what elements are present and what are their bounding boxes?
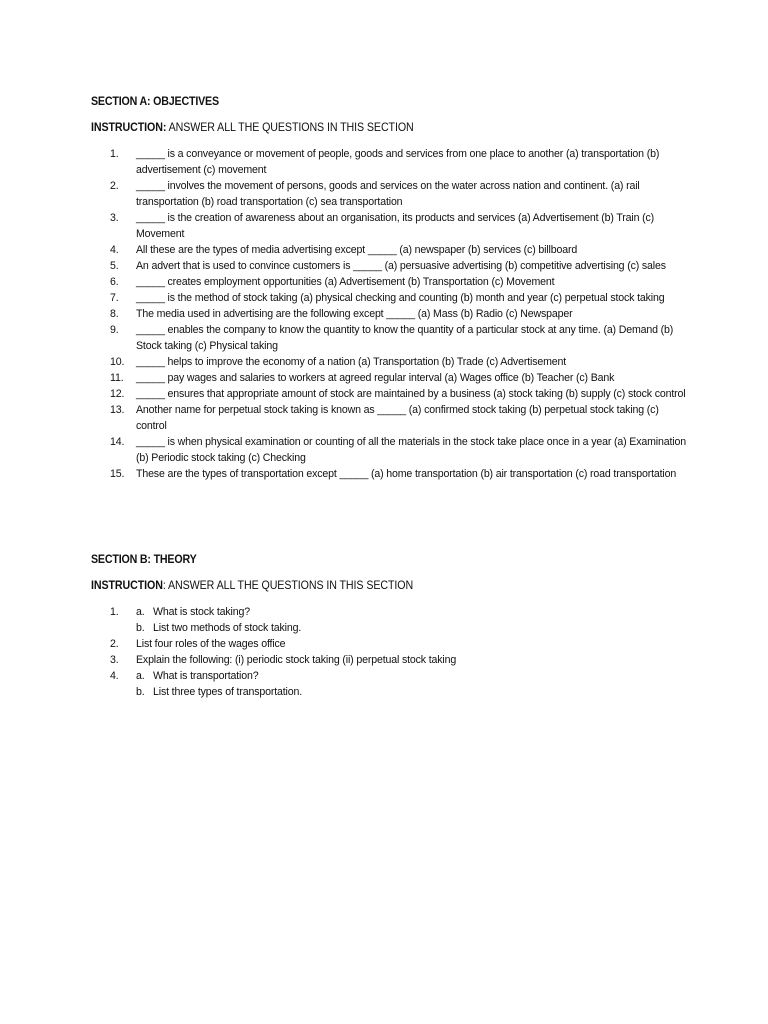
list-item	[0, 402, 768, 434]
list-item	[0, 178, 768, 210]
question-text: _____ helps to improve the economy of a nation (a) Transportation (b) Trade (c) Advertisement	[136, 356, 567, 368]
question-text: _____ is the method of stock taking (a) physical checking and counting (b) month and year (c) perpetual stock taking	[136, 292, 665, 304]
instruction-text: ANSWER ALL THE QUESTIONS IN THIS SECTION	[166, 121, 414, 134]
sub-question-text: What is stock taking?	[153, 606, 250, 618]
question-number: 4.	[110, 670, 119, 682]
question-text: List four roles of the wages office	[136, 638, 286, 650]
sub-question	[136, 668, 768, 684]
question-text: Explain the following: (i) periodic stock taking (ii) perpetual stock taking	[136, 654, 457, 666]
instruction-label: INSTRUCTION:	[91, 121, 167, 134]
question-number: 15.	[110, 468, 125, 480]
sub-question	[136, 620, 768, 636]
instruction-text: : ANSWER ALL THE QUESTIONS IN THIS SECTION	[162, 579, 414, 592]
question-number: 6.	[110, 276, 119, 288]
question-number: 3.	[110, 212, 119, 224]
question-text: _____ ensures that appropriate amount of stock are maintained by a business (a) stock taking (b) supply (c) stock control	[136, 388, 686, 400]
theory-question-list	[0, 604, 768, 700]
question-text: All these are the types of media advertising except _____ (a) newspaper (b) services (c) billboard	[136, 244, 578, 256]
question-number: 7.	[110, 292, 119, 304]
list-item	[0, 370, 768, 386]
question-text: The media used in advertising are the following except _____ (a) Mass (b) Radio (c) Newspaper	[136, 308, 573, 320]
question-number: 1.	[110, 606, 119, 618]
question-text: These are the types of transportation except _____ (a) home transportation (b) air transportation (c) road transportation	[136, 468, 677, 480]
question-text: _____ is when physical examination or counting of all the materials in the stock take place once in a year (a) Examination (b) Periodic stock taking (c) Checking	[136, 436, 686, 464]
list-item	[0, 274, 768, 290]
section-a-title: SECTION A: OBJECTIVES	[91, 95, 219, 108]
question-number: 2.	[110, 638, 119, 650]
list-item	[0, 668, 768, 700]
sub-question-text: List two methods of stock taking.	[153, 622, 302, 634]
question-number: 12.	[110, 388, 125, 400]
question-text: An advert that is used to convince customers is _____ (a) persuasive advertising (b) competitive advertising (c) sales	[136, 260, 666, 272]
sub-question-letter: a.	[136, 670, 145, 682]
sub-question-letter: b.	[136, 686, 145, 698]
question-number: 1.	[110, 148, 119, 160]
question-text: _____ creates employment opportunities (a) Advertisement (b) Transportation (c) Movement	[136, 276, 555, 288]
sub-question-text: What is transportation?	[153, 670, 259, 682]
list-item	[0, 604, 768, 636]
list-item	[0, 434, 768, 466]
list-item	[0, 652, 768, 668]
question-text: _____ is a conveyance or movement of people, goods and services from one place to another (a) transportation (b) advertisement (c) movement	[136, 148, 660, 176]
list-item	[0, 354, 768, 370]
list-item	[0, 466, 768, 482]
list-item	[0, 322, 768, 354]
question-number: 11.	[110, 372, 124, 384]
list-item	[0, 306, 768, 322]
objective-question-list	[0, 146, 768, 482]
sub-question-text: List three types of transportation.	[153, 686, 303, 698]
list-item	[0, 242, 768, 258]
question-number: 9.	[110, 324, 119, 336]
question-text: _____ pay wages and salaries to workers at agreed regular interval (a) Wages office (b) Teacher (c) Bank	[136, 372, 615, 384]
sub-question-letter: b.	[136, 622, 145, 634]
question-number: 5.	[110, 260, 119, 272]
sub-question-letter: a.	[136, 606, 145, 618]
question-text: Another name for perpetual stock taking is known as _____ (a) confirmed stock taking (b) perpetual stock taking (c) control	[136, 404, 659, 432]
section-a-instruction	[91, 121, 414, 134]
question-text: _____ involves the movement of persons, goods and services on the water across nation and continent. (a) rail transportation (b) road transportation (c) sea transportation	[136, 180, 640, 208]
section-b-title: SECTION B: THEORY	[91, 553, 197, 566]
sub-question	[136, 604, 768, 620]
question-number: 2.	[110, 180, 119, 192]
question-number: 10.	[110, 356, 125, 368]
question-number: 8.	[110, 308, 119, 320]
list-item	[0, 636, 768, 652]
list-item	[0, 386, 768, 402]
question-number: 3.	[110, 654, 119, 666]
instruction-label: INSTRUCTION	[91, 579, 163, 592]
list-item	[0, 146, 768, 178]
list-item	[0, 290, 768, 306]
question-number: 13.	[110, 404, 125, 416]
question-number: 14.	[110, 436, 125, 448]
question-number: 4.	[110, 244, 119, 256]
sub-question	[136, 684, 768, 700]
list-item	[0, 210, 768, 242]
section-b-instruction	[91, 579, 413, 592]
question-text: _____ enables the company to know the quantity to know the quantity of a particular stock at any time. (a) Demand (b) Stock taking (c) Physical taking	[136, 324, 674, 352]
list-item	[0, 258, 768, 274]
question-text: _____ is the creation of awareness about an organisation, its products and services (a) Advertisement (b) Train (c) Movement	[136, 212, 655, 240]
